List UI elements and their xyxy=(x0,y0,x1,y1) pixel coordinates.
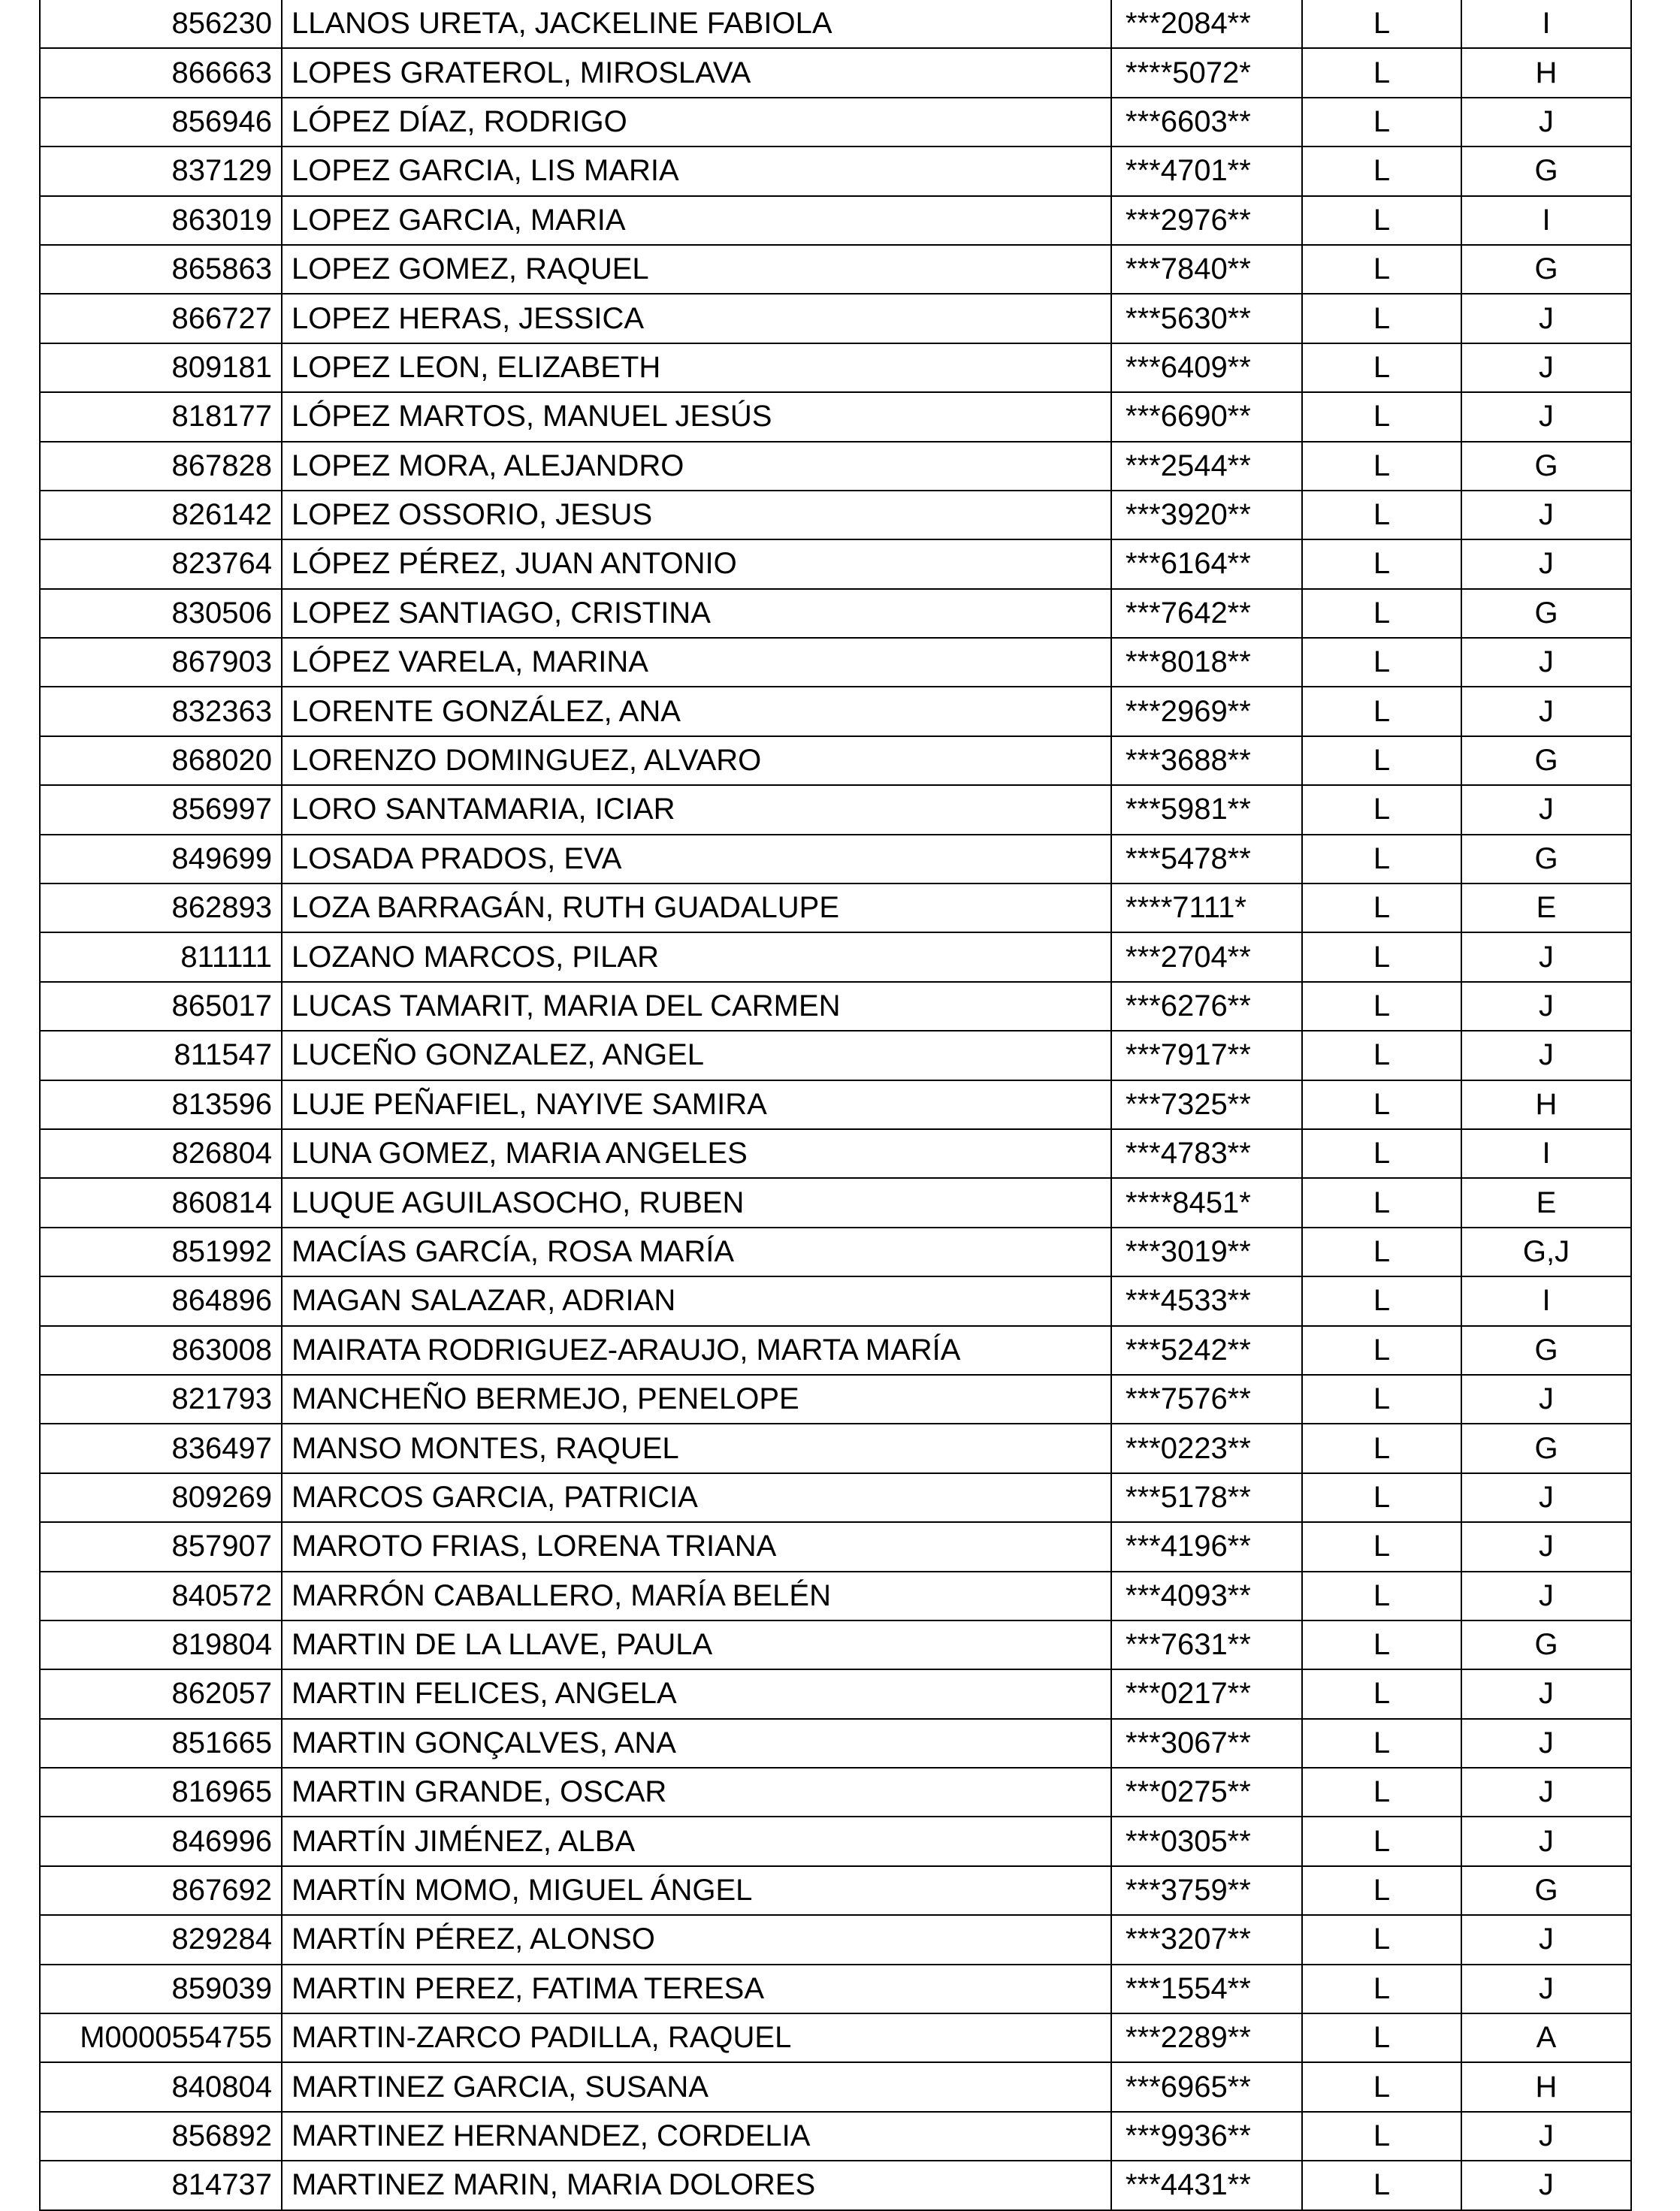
cell-candidate-name: LOZANO MARCOS, PILAR xyxy=(282,932,1111,981)
cell-category: G,J xyxy=(1461,1228,1631,1276)
table-row xyxy=(40,1915,1631,1964)
cell-candidate-name: MANSO MONTES, RAQUEL xyxy=(282,1424,1111,1472)
cell-category: E xyxy=(1461,883,1631,932)
cell-candidate-id: 863019 xyxy=(40,196,282,245)
cell-candidate-id: 867828 xyxy=(40,442,282,491)
cell-candidate-name: MANCHEÑO BERMEJO, PENELOPE xyxy=(282,1375,1111,1424)
cell-masked-document: ***3688** xyxy=(1111,736,1302,785)
cell-candidate-name: LOPEZ MORA, ALEJANDRO xyxy=(282,442,1111,491)
cell-masked-document: ***5981** xyxy=(1111,785,1302,834)
cell-type: L xyxy=(1302,48,1461,97)
cell-type: L xyxy=(1302,539,1461,588)
cell-type: L xyxy=(1302,245,1461,294)
cell-category: J xyxy=(1461,982,1631,1031)
cell-candidate-id: 816965 xyxy=(40,1768,282,1817)
table-row xyxy=(40,687,1631,735)
cell-type: L xyxy=(1302,343,1461,392)
table-row xyxy=(40,1473,1631,1522)
table-row xyxy=(40,196,1631,245)
cell-category: J xyxy=(1461,2161,1631,2209)
cell-masked-document: ***7576** xyxy=(1111,1375,1302,1424)
cell-type: L xyxy=(1302,1080,1461,1129)
table-row xyxy=(40,2161,1631,2209)
cell-masked-document: ***2976** xyxy=(1111,196,1302,245)
cell-category: J xyxy=(1461,1719,1631,1768)
cell-category: J xyxy=(1461,1473,1631,1522)
cell-category: G xyxy=(1461,1424,1631,1472)
cell-category: J xyxy=(1461,932,1631,981)
cell-type: L xyxy=(1302,687,1461,735)
table-row xyxy=(40,48,1631,97)
cell-masked-document: ***3067** xyxy=(1111,1719,1302,1768)
table-row xyxy=(40,2062,1631,2111)
cell-candidate-name: LÓPEZ PÉREZ, JUAN ANTONIO xyxy=(282,539,1111,588)
cell-masked-document: ***4196** xyxy=(1111,1522,1302,1571)
cell-type: L xyxy=(1302,785,1461,834)
cell-candidate-id: 851992 xyxy=(40,1228,282,1276)
cell-masked-document: ***6965** xyxy=(1111,2062,1302,2111)
cell-candidate-name: LORENTE GONZÁLEZ, ANA xyxy=(282,687,1111,735)
cell-type: L xyxy=(1302,1768,1461,1817)
cell-candidate-name: MARTIN-ZARCO PADILLA, RAQUEL xyxy=(282,2013,1111,2062)
table-row xyxy=(40,1276,1631,1325)
cell-type: L xyxy=(1302,1965,1461,2013)
cell-candidate-name: MAGAN SALAZAR, ADRIAN xyxy=(282,1276,1111,1325)
cell-candidate-id: 856946 xyxy=(40,98,282,146)
cell-candidate-id: 868020 xyxy=(40,736,282,785)
cell-type: L xyxy=(1302,1522,1461,1571)
cell-type: L xyxy=(1302,1326,1461,1375)
cell-masked-document: ***2289** xyxy=(1111,2013,1302,2062)
cell-candidate-id: 856230 xyxy=(40,0,282,48)
table-row xyxy=(40,835,1631,883)
cell-type: L xyxy=(1302,0,1461,48)
cell-candidate-name: MARTINEZ GARCIA, SUSANA xyxy=(282,2062,1111,2111)
cell-category: G xyxy=(1461,146,1631,195)
cell-masked-document: ***1554** xyxy=(1111,1965,1302,2013)
cell-masked-document: ***8018** xyxy=(1111,638,1302,687)
cell-type: L xyxy=(1302,442,1461,491)
cell-type: L xyxy=(1302,835,1461,883)
table-row xyxy=(40,0,1631,48)
cell-masked-document: ***5478** xyxy=(1111,835,1302,883)
table-row xyxy=(40,982,1631,1031)
cell-category: J xyxy=(1461,98,1631,146)
cell-candidate-id: 837129 xyxy=(40,146,282,195)
cell-candidate-id: 865017 xyxy=(40,982,282,1031)
cell-category: J xyxy=(1461,392,1631,441)
cell-type: L xyxy=(1302,736,1461,785)
cell-masked-document: ***6690** xyxy=(1111,392,1302,441)
cell-category: G xyxy=(1461,1866,1631,1915)
cell-candidate-name: LOPES GRATEROL, MIROSLAVA xyxy=(282,48,1111,97)
cell-type: L xyxy=(1302,1031,1461,1080)
cell-type: L xyxy=(1302,932,1461,981)
cell-candidate-name: LOPEZ OSSORIO, JESUS xyxy=(282,491,1111,539)
cell-category: J xyxy=(1461,294,1631,343)
cell-category: J xyxy=(1461,1572,1631,1620)
cell-category: J xyxy=(1461,1669,1631,1718)
table-row xyxy=(40,343,1631,392)
table-row xyxy=(40,1326,1631,1375)
cell-masked-document: ***4533** xyxy=(1111,1276,1302,1325)
cell-category: J xyxy=(1461,1768,1631,1817)
cell-candidate-id: 840804 xyxy=(40,2062,282,2111)
cell-candidate-id: 836497 xyxy=(40,1424,282,1472)
cell-masked-document: ***7642** xyxy=(1111,589,1302,638)
cell-masked-document: ****5072* xyxy=(1111,48,1302,97)
cell-masked-document: ***3759** xyxy=(1111,1866,1302,1915)
cell-category: G xyxy=(1461,1326,1631,1375)
table-row xyxy=(40,1817,1631,1865)
table-row xyxy=(40,1375,1631,1424)
table-row xyxy=(40,1080,1631,1129)
cell-candidate-id: 866727 xyxy=(40,294,282,343)
cell-candidate-name: MARTIN DE LA LLAVE, PAULA xyxy=(282,1620,1111,1669)
cell-category: I xyxy=(1461,1129,1631,1178)
cell-type: L xyxy=(1302,2112,1461,2161)
cell-category: J xyxy=(1461,1817,1631,1865)
cell-type: L xyxy=(1302,146,1461,195)
cell-type: L xyxy=(1302,1915,1461,1964)
cell-type: L xyxy=(1302,1572,1461,1620)
cell-category: G xyxy=(1461,589,1631,638)
cell-masked-document: ***2084** xyxy=(1111,0,1302,48)
cell-category: G xyxy=(1461,442,1631,491)
table-row xyxy=(40,1228,1631,1276)
cell-candidate-id: 867903 xyxy=(40,638,282,687)
table-row xyxy=(40,392,1631,441)
cell-type: L xyxy=(1302,982,1461,1031)
cell-type: L xyxy=(1302,2013,1461,2062)
cell-type: L xyxy=(1302,1817,1461,1865)
cell-candidate-id: 856892 xyxy=(40,2112,282,2161)
cell-candidate-id: 832363 xyxy=(40,687,282,735)
cell-candidate-id: M0000554755 xyxy=(40,2013,282,2062)
table-row xyxy=(40,883,1631,932)
cell-category: G xyxy=(1461,736,1631,785)
cell-candidate-id: 829284 xyxy=(40,1915,282,1964)
cell-candidate-id: 862057 xyxy=(40,1669,282,1718)
cell-candidate-name: MARTINEZ MARIN, MARIA DOLORES xyxy=(282,2161,1111,2209)
cell-type: L xyxy=(1302,1129,1461,1178)
cell-candidate-name: LOPEZ GARCIA, LIS MARIA xyxy=(282,146,1111,195)
cell-masked-document: ***4701** xyxy=(1111,146,1302,195)
cell-candidate-name: LOPEZ SANTIAGO, CRISTINA xyxy=(282,589,1111,638)
cell-category: J xyxy=(1461,1965,1631,2013)
cell-candidate-id: 826804 xyxy=(40,1129,282,1178)
cell-candidate-name: MARTIN PEREZ, FATIMA TERESA xyxy=(282,1965,1111,2013)
cell-category: H xyxy=(1461,2062,1631,2111)
cell-masked-document: ***4783** xyxy=(1111,1129,1302,1178)
cell-masked-document: ***6276** xyxy=(1111,982,1302,1031)
cell-type: L xyxy=(1302,2062,1461,2111)
table-row xyxy=(40,785,1631,834)
cell-candidate-name: MARTÍN MOMO, MIGUEL ÁNGEL xyxy=(282,1866,1111,1915)
cell-candidate-name: MAIRATA RODRIGUEZ-ARAUJO, MARTA MARÍA xyxy=(282,1326,1111,1375)
table-row xyxy=(40,932,1631,981)
cell-masked-document: ***5630** xyxy=(1111,294,1302,343)
table-row xyxy=(40,491,1631,539)
cell-candidate-id: 846996 xyxy=(40,1817,282,1865)
cell-candidate-id: 823764 xyxy=(40,539,282,588)
table-row xyxy=(40,146,1631,195)
cell-category: H xyxy=(1461,48,1631,97)
table-row xyxy=(40,638,1631,687)
cell-candidate-name: MARRÓN CABALLERO, MARÍA BELÉN xyxy=(282,1572,1111,1620)
cell-candidate-id: 857907 xyxy=(40,1522,282,1571)
cell-candidate-id: 821793 xyxy=(40,1375,282,1424)
table-row xyxy=(40,1965,1631,2013)
cell-masked-document: ***0305** xyxy=(1111,1817,1302,1865)
cell-candidate-id: 862893 xyxy=(40,883,282,932)
cell-category: J xyxy=(1461,785,1631,834)
cell-type: L xyxy=(1302,1424,1461,1472)
cell-masked-document: ***9936** xyxy=(1111,2112,1302,2161)
cell-candidate-name: LUNA GOMEZ, MARIA ANGELES xyxy=(282,1129,1111,1178)
cell-candidate-name: LÓPEZ VARELA, MARINA xyxy=(282,638,1111,687)
table-row xyxy=(40,1031,1631,1080)
cell-type: L xyxy=(1302,638,1461,687)
cell-type: L xyxy=(1302,589,1461,638)
table-row xyxy=(40,539,1631,588)
cell-category: G xyxy=(1461,1620,1631,1669)
cell-candidate-name: MARTÍN JIMÉNEZ, ALBA xyxy=(282,1817,1111,1865)
table-row xyxy=(40,1424,1631,1472)
cell-candidate-id: 859039 xyxy=(40,1965,282,2013)
cell-category: J xyxy=(1461,687,1631,735)
cell-candidate-id: 867692 xyxy=(40,1866,282,1915)
table-row xyxy=(40,1669,1631,1718)
cell-masked-document: ****7111* xyxy=(1111,883,1302,932)
cell-type: L xyxy=(1302,1473,1461,1522)
cell-candidate-name: LOPEZ GOMEZ, RAQUEL xyxy=(282,245,1111,294)
cell-candidate-id: 811547 xyxy=(40,1031,282,1080)
cell-candidate-name: LOSADA PRADOS, EVA xyxy=(282,835,1111,883)
cell-masked-document: ***5242** xyxy=(1111,1326,1302,1375)
cell-category: J xyxy=(1461,1031,1631,1080)
cell-type: L xyxy=(1302,392,1461,441)
table-row xyxy=(40,98,1631,146)
cell-candidate-id: 826142 xyxy=(40,491,282,539)
cell-category: J xyxy=(1461,638,1631,687)
cell-candidate-name: MARCOS GARCIA, PATRICIA xyxy=(282,1473,1111,1522)
cell-masked-document: ***7840** xyxy=(1111,245,1302,294)
cell-candidate-id: 814737 xyxy=(40,2161,282,2209)
table-row xyxy=(40,1129,1631,1178)
cell-masked-document: ***4431** xyxy=(1111,2161,1302,2209)
cell-masked-document: ***6409** xyxy=(1111,343,1302,392)
cell-masked-document: ***4093** xyxy=(1111,1572,1302,1620)
cell-candidate-name: LUQUE AGUILASOCHO, RUBEN xyxy=(282,1178,1111,1227)
cell-masked-document: ***7325** xyxy=(1111,1080,1302,1129)
cell-category: J xyxy=(1461,1522,1631,1571)
cell-type: L xyxy=(1302,98,1461,146)
cell-candidate-id: 865863 xyxy=(40,245,282,294)
cell-type: L xyxy=(1302,1620,1461,1669)
cell-type: L xyxy=(1302,2161,1461,2209)
cell-type: L xyxy=(1302,1375,1461,1424)
cell-candidate-name: MARTIN GRANDE, OSCAR xyxy=(282,1768,1111,1817)
cell-candidate-id: 851665 xyxy=(40,1719,282,1768)
cell-candidate-name: LOZA BARRAGÁN, RUTH GUADALUPE xyxy=(282,883,1111,932)
cell-candidate-name: LUJE PEÑAFIEL, NAYIVE SAMIRA xyxy=(282,1080,1111,1129)
cell-type: L xyxy=(1302,491,1461,539)
cell-masked-document: ***7631** xyxy=(1111,1620,1302,1669)
cell-masked-document: ***2544** xyxy=(1111,442,1302,491)
cell-masked-document: ***6603** xyxy=(1111,98,1302,146)
cell-category: G xyxy=(1461,245,1631,294)
candidate-table xyxy=(39,0,1632,2211)
cell-candidate-name: MARTIN FELICES, ANGELA xyxy=(282,1669,1111,1718)
cell-type: L xyxy=(1302,1228,1461,1276)
cell-masked-document: ***3207** xyxy=(1111,1915,1302,1964)
cell-candidate-name: MARTINEZ HERNANDEZ, CORDELIA xyxy=(282,2112,1111,2161)
cell-category: J xyxy=(1461,1915,1631,1964)
cell-masked-document: ***7917** xyxy=(1111,1031,1302,1080)
cell-candidate-id: 849699 xyxy=(40,835,282,883)
cell-category: H xyxy=(1461,1080,1631,1129)
cell-category: J xyxy=(1461,1375,1631,1424)
cell-masked-document: ***0223** xyxy=(1111,1424,1302,1472)
table-row xyxy=(40,1719,1631,1768)
table-row xyxy=(40,1866,1631,1915)
cell-candidate-name: MARTÍN PÉREZ, ALONSO xyxy=(282,1915,1111,1964)
cell-candidate-id: 860814 xyxy=(40,1178,282,1227)
cell-candidate-name: LÓPEZ DÍAZ, RODRIGO xyxy=(282,98,1111,146)
table-row xyxy=(40,1522,1631,1571)
cell-masked-document: ***0217** xyxy=(1111,1669,1302,1718)
cell-category: E xyxy=(1461,1178,1631,1227)
table-row xyxy=(40,245,1631,294)
cell-category: J xyxy=(1461,343,1631,392)
cell-masked-document: ***2969** xyxy=(1111,687,1302,735)
cell-masked-document: ***2704** xyxy=(1111,932,1302,981)
cell-type: L xyxy=(1302,1178,1461,1227)
cell-type: L xyxy=(1302,196,1461,245)
cell-candidate-name: MAROTO FRIAS, LORENA TRIANA xyxy=(282,1522,1111,1571)
table-row xyxy=(40,294,1631,343)
cell-candidate-name: LLANOS URETA, JACKELINE FABIOLA xyxy=(282,0,1111,48)
cell-category: G xyxy=(1461,835,1631,883)
cell-candidate-name: LORO SANTAMARIA, ICIAR xyxy=(282,785,1111,834)
cell-candidate-name: MARTIN GONÇALVES, ANA xyxy=(282,1719,1111,1768)
cell-candidate-id: 863008 xyxy=(40,1326,282,1375)
cell-candidate-id: 864896 xyxy=(40,1276,282,1325)
cell-candidate-name: MACÍAS GARCÍA, ROSA MARÍA xyxy=(282,1228,1111,1276)
cell-masked-document: ***5178** xyxy=(1111,1473,1302,1522)
cell-type: L xyxy=(1302,294,1461,343)
cell-type: L xyxy=(1302,1866,1461,1915)
table-row xyxy=(40,1572,1631,1620)
cell-candidate-id: 813596 xyxy=(40,1080,282,1129)
cell-category: I xyxy=(1461,1276,1631,1325)
table-row xyxy=(40,2013,1631,2062)
cell-candidate-name: LORENZO DOMINGUEZ, ALVARO xyxy=(282,736,1111,785)
cell-category: J xyxy=(1461,491,1631,539)
cell-masked-document: ***6164** xyxy=(1111,539,1302,588)
cell-candidate-id: 809269 xyxy=(40,1473,282,1522)
cell-candidate-id: 866663 xyxy=(40,48,282,97)
table-row xyxy=(40,1620,1631,1669)
cell-category: I xyxy=(1461,0,1631,48)
cell-candidate-id: 818177 xyxy=(40,392,282,441)
cell-candidate-id: 840572 xyxy=(40,1572,282,1620)
cell-type: L xyxy=(1302,883,1461,932)
cell-candidate-name: LUCAS TAMARIT, MARIA DEL CARMEN xyxy=(282,982,1111,1031)
cell-candidate-name: LOPEZ HERAS, JESSICA xyxy=(282,294,1111,343)
cell-candidate-name: LÓPEZ MARTOS, MANUEL JESÚS xyxy=(282,392,1111,441)
cell-type: L xyxy=(1302,1719,1461,1768)
cell-candidate-id: 809181 xyxy=(40,343,282,392)
cell-candidate-id: 856997 xyxy=(40,785,282,834)
cell-masked-document: ***3019** xyxy=(1111,1228,1302,1276)
cell-type: L xyxy=(1302,1276,1461,1325)
table-row xyxy=(40,736,1631,785)
cell-masked-document: ***0275** xyxy=(1111,1768,1302,1817)
table-row xyxy=(40,1768,1631,1817)
cell-category: I xyxy=(1461,196,1631,245)
cell-masked-document: ***3920** xyxy=(1111,491,1302,539)
cell-candidate-id: 811111 xyxy=(40,932,282,981)
cell-candidate-name: LOPEZ LEON, ELIZABETH xyxy=(282,343,1111,392)
cell-category: J xyxy=(1461,539,1631,588)
cell-candidate-name: LOPEZ GARCIA, MARIA xyxy=(282,196,1111,245)
cell-category: J xyxy=(1461,2112,1631,2161)
table-row xyxy=(40,442,1631,491)
cell-candidate-id: 830506 xyxy=(40,589,282,638)
cell-candidate-name: LUCEÑO GONZALEZ, ANGEL xyxy=(282,1031,1111,1080)
candidate-table-body xyxy=(40,0,1631,2210)
table-row xyxy=(40,589,1631,638)
table-row xyxy=(40,1178,1631,1227)
cell-type: L xyxy=(1302,1669,1461,1718)
cell-category: A xyxy=(1461,2013,1631,2062)
table-row xyxy=(40,2112,1631,2161)
cell-masked-document: ****8451* xyxy=(1111,1178,1302,1227)
cell-candidate-id: 819804 xyxy=(40,1620,282,1669)
